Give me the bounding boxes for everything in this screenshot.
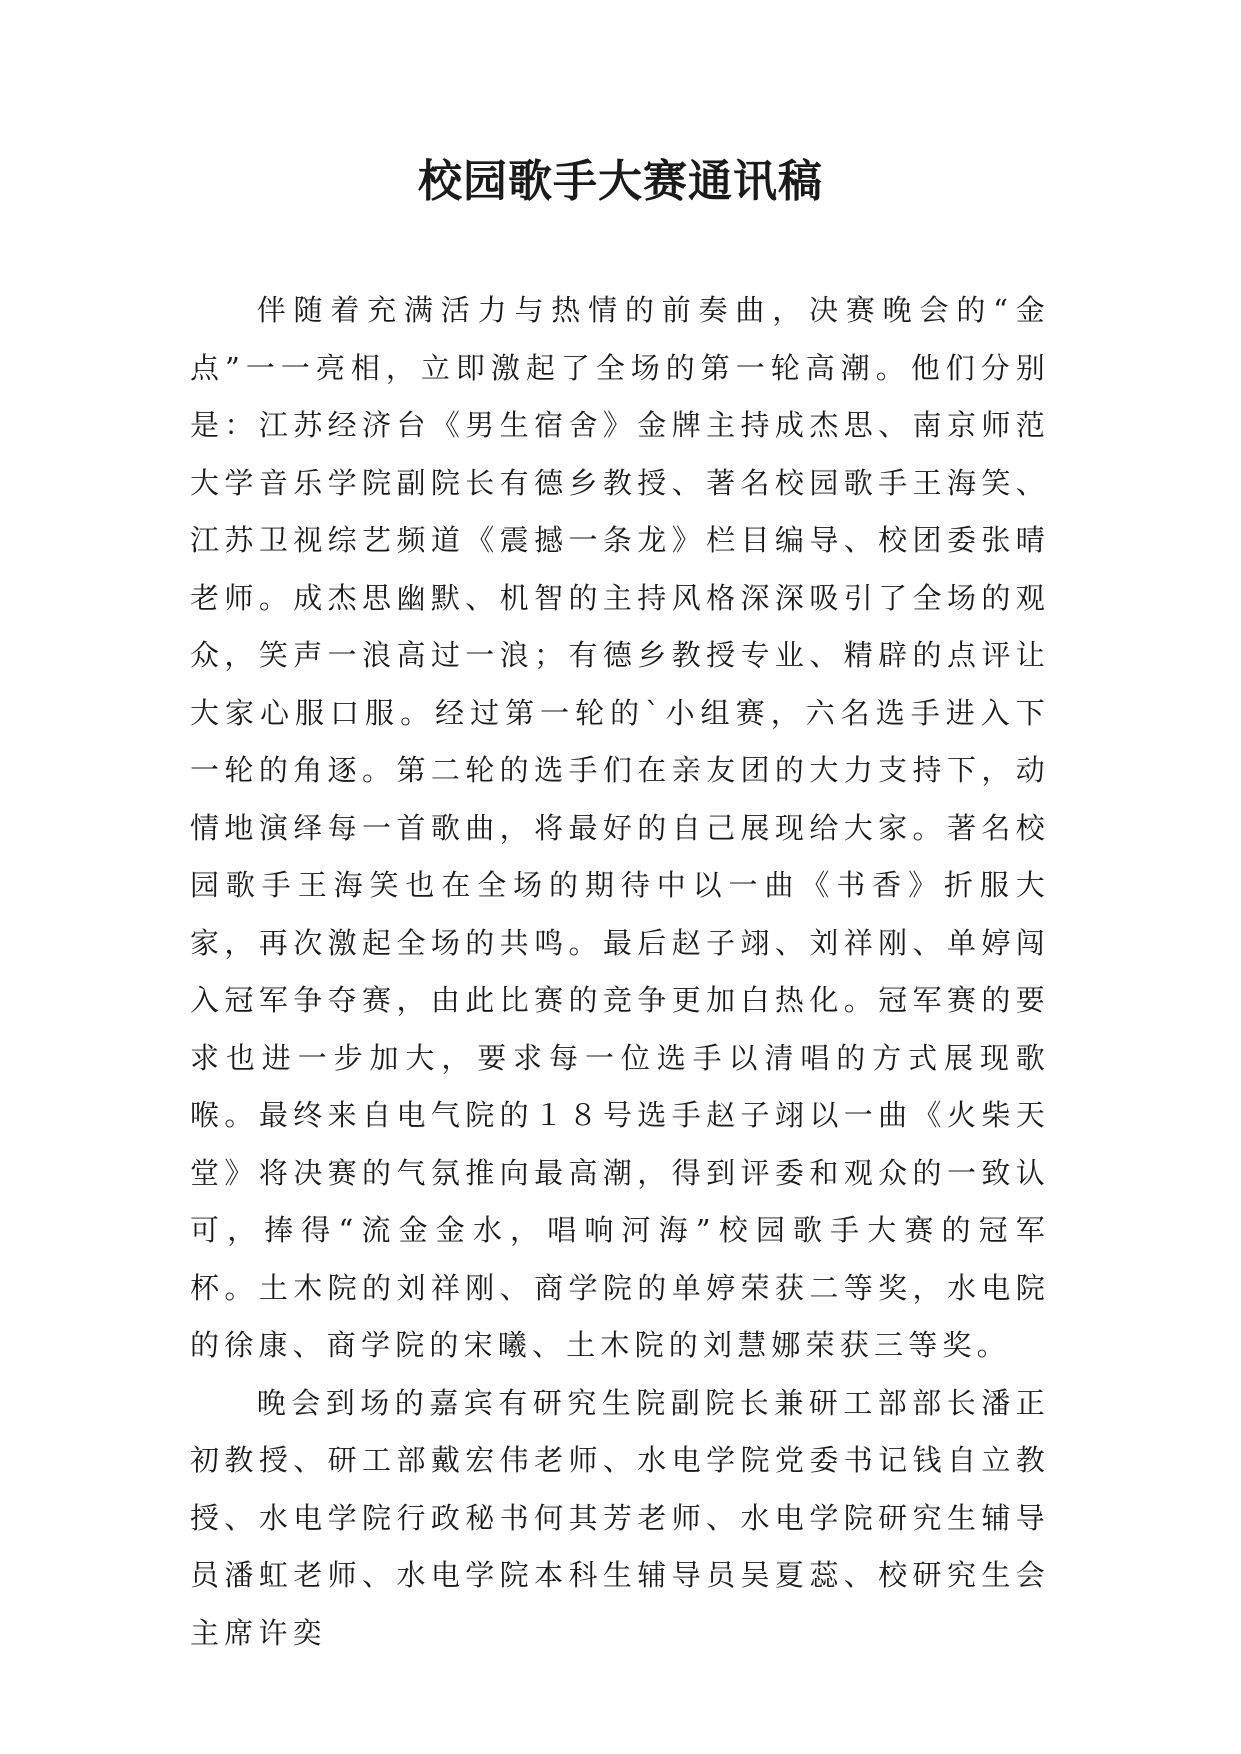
document-title: 校园歌手大赛通讯稿 (418, 156, 823, 207)
paragraph-2: 晚会到场的嘉宾有研究生院副院长兼研工部部长潘正初教授、研工部戴宏伟老师、水电学院党委书记钱自立教授、水电学院行政秘书何其芳老师、水电学院研究生辅导员潘虹老师、水电学院本科生辅导员吴夏蕊、校研究生会主席许奕 (190, 1385, 1050, 1650)
paragraph-1: 伴随着充满活力与热情的前奏曲，决赛晚会的“金点”一一亮相，立即激起了全场的第一轮高潮。他们分别是：江苏经济台《男生宿舍》金牌主持成杰思、南京师范大学音乐学院副院长有德乡教授、著名校园歌手王海笑、江苏卫视综艺频道《震撼一条龙》栏目编导、校团委张晴老师。成杰思幽默、机智的主持风格深深吸引了全场的观众，笑声一浪高过一浪；有德乡教授专业、精辟的点评让大家心服口服。经过第一轮的`小组赛，六名选手进入下一轮的角逐。第二轮的选手们在亲友团的大力支持下，动情地演绎每一首歌曲，将最好的自己展现给大家。著名校园歌手王海笑也在全场的期待中以一曲《书香》折服大家，再次激起全场的共鸣。最后赵子翊、刘祥刚、单婷闯入冠军争夺赛，由此比赛的竞争更加白热化。冠军赛的要求也进一步加大，要求每一位选手以清唱的方式展现歌喉。最终来自电气院的１８号选手赵子翊以一曲《火柴天堂》将决赛的气氛推向最高潮，得到评委和观众的一致认可，捧得“流金金水，唱响河海”校园歌手大赛的冠军杯。土木院的刘祥刚、商学院的单婷荣获二等奖，水电院的徐康、商学院的宋曦、土木院的刘慧娜荣获三等奖。 (190, 293, 1050, 1362)
document-body (190, 282, 1050, 1662)
